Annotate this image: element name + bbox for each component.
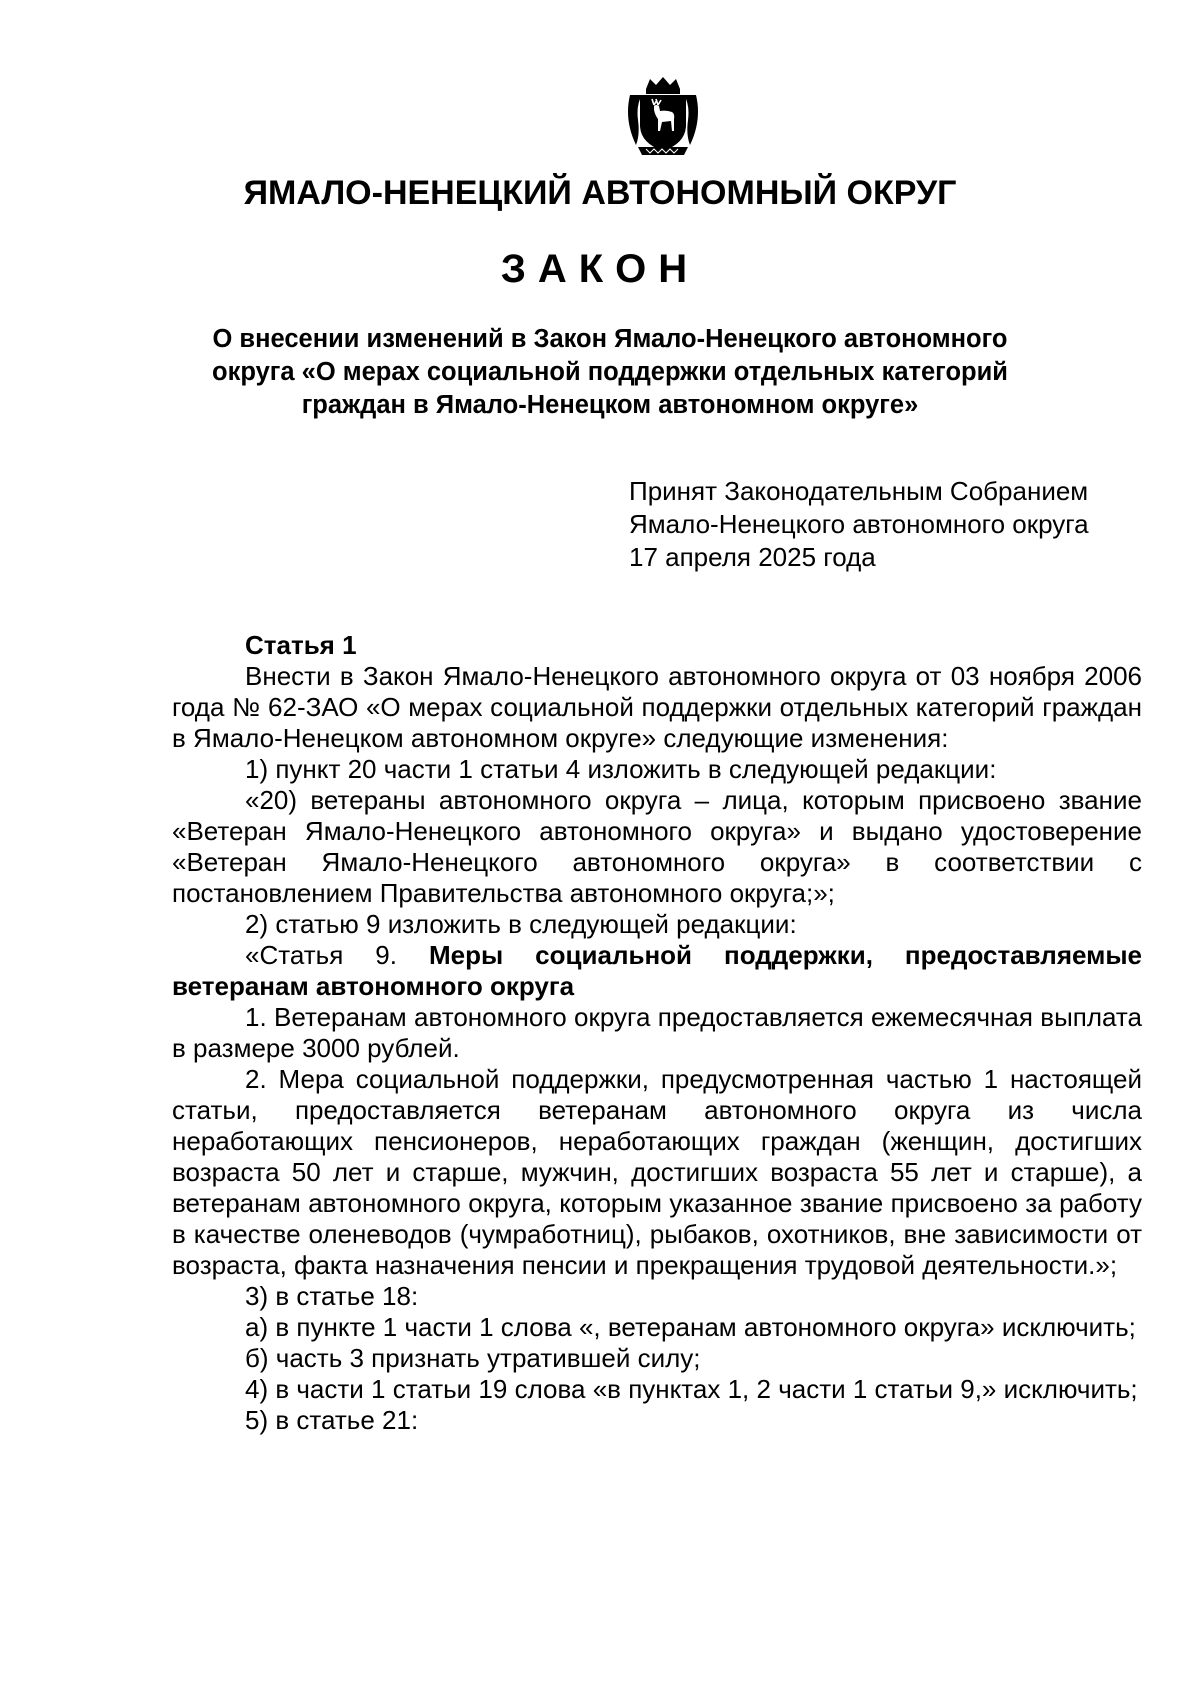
item-2-article-title: Меры социальной поддержки, предоставляемые ветеранам автономного округа: [172, 940, 1143, 1001]
item-2-article-heading: [172, 940, 1142, 1002]
adoption-date: 17 апреля 2025 года: [629, 542, 876, 572]
article-intro: Внести в Закон Ямало-Ненецкого автономного округа от 03 ноября 2006 года № 62-ЗАО «О мерах социальной поддержки отдельных категорий граждан в Ямало-Ненецком автономном округе» следующие изменения:: [172, 661, 1142, 753]
item-3b: б) часть 3 признать утратившей силу;: [245, 1343, 701, 1373]
item-3a: а) в пункте 1 части 1 слова «, ветеранам автономного округа» исключить;: [245, 1312, 1136, 1342]
item-1: 1) пункт 20 части 1 статьи 4 изложить в следующей редакции:: [245, 754, 997, 784]
item-2-part-1: 1. Ветеранам автономного округа предоставляется ежемесячная выплата в размере 3000 рублей.: [172, 1002, 1142, 1063]
item-1-text: «20) ветераны автономного округа – лица, которым присвоено звание «Ветеран Ямало-Ненецкого автономного округа» и выдано удостоверение «Ветеран Ямало-Ненецкого автономного округа» в соответствии с постановлением Правительства автономного округа;»;: [172, 785, 1142, 908]
item-3: 3) в статье 18:: [245, 1281, 419, 1311]
adoption-line-1: Принят Законодательным Собранием: [629, 476, 1089, 506]
item-4: 4) в части 1 статьи 19 слова «в пунктах 1, 2 части 1 статьи 9,» исключить;: [245, 1374, 1138, 1404]
document-title: О внесении изменений в Закон Ямало-Ненецкого автономного округа «О мерах социальной поддержки отдельных категорий граждан в Ямало-Ненецком автономном округе»: [212, 325, 1008, 419]
article-1: [172, 630, 1142, 1436]
item-2: 2) статью 9 изложить в следующей редакции:: [245, 909, 797, 939]
region-name: ЯМАЛО-НЕНЕЦКИЙ АВТОНОМНЫЙ ОКРУГ: [243, 174, 957, 212]
article-heading: Статья 1: [245, 630, 357, 660]
adoption-line-2: Ямало-Ненецкого автономного округа: [629, 509, 1089, 539]
item-2-article-prefix: «Статья 9.: [245, 940, 429, 970]
document-type: ЗАКОН: [500, 247, 700, 291]
coat-of-arms-icon: [622, 75, 704, 157]
item-2-part-2: 2. Мера социальной поддержки, предусмотренная частью 1 настоящей статьи, предоставляется ветеранам автономного округа из числа неработающих пенсионеров, неработающих граждан (женщин, достигших возраста 50 лет и старше, мужчин, достигших возраста 55 лет и старше), а ветеранам автономного округа, которым указанное звание присвоено за работу в качестве оленеводов (чумработниц), рыбаков, охотников, вне зависимости от возраста, факта назначения пенсии и прекращения трудовой деятельности.»;: [172, 1064, 1142, 1280]
adoption-block: [629, 475, 1129, 574]
item-5: 5) в статье 21:: [245, 1405, 419, 1435]
